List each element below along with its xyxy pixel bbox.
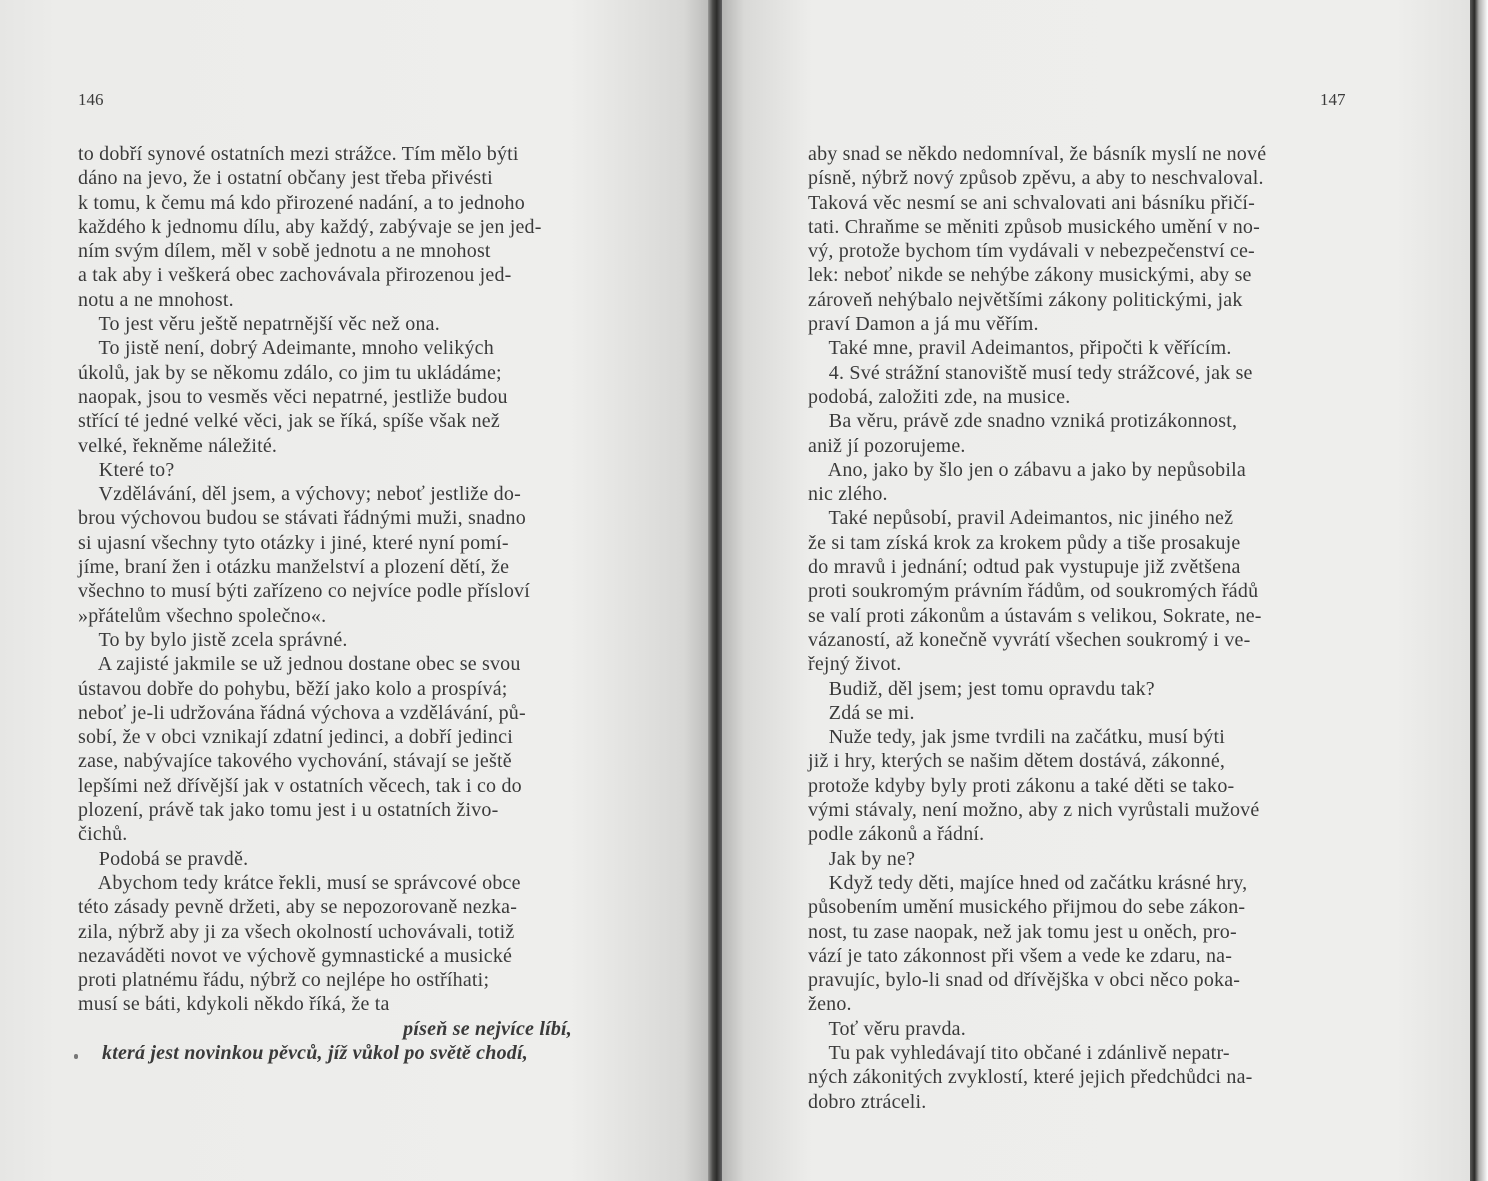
- text-line: 4. Své strážní stanoviště musí tedy strážcové, jak se: [808, 361, 1253, 384]
- text-line: lepšími než dřívější jak v ostatních věcech, tak i co do: [78, 774, 522, 797]
- text-line: Podobá se pravdě.: [78, 847, 249, 870]
- text-line: vými stávaly, není možno, aby z nich vyrůstali mužové: [808, 799, 1260, 822]
- text-line: vázaností, až konečně vyvrátí všechen soukromý i ve-: [808, 628, 1251, 651]
- text-line: zase, nabývajíce takového vychování, stávají se ještě: [78, 750, 512, 773]
- text-line: nic zlého.: [808, 483, 888, 506]
- text-line: Jak by ne?: [808, 847, 916, 870]
- text-line: písně, nýbrž nový způsob zpěvu, a aby to neschvaloval.: [808, 167, 1264, 190]
- text-line: ných zákonitých zvyklostí, které jejich předchůdci na-: [808, 1066, 1253, 1089]
- text-line: úkolů, jak by se někomu zdálo, co jim tu ukládáme;: [78, 361, 502, 384]
- speck-mark: [74, 1054, 78, 1059]
- right-page: [722, 0, 1470, 1181]
- text-line: musí se báti, kdykoli někdo říká, že ta: [78, 993, 390, 1016]
- text-line: ústavou dobře do pohybu, běží jako kolo a prospívá;: [78, 677, 508, 700]
- text-line: vý, protože bychom tím vydávali v nebezpečenství ce-: [808, 240, 1255, 263]
- text-line: ním svým dílem, měl v sobě jednotu a ne mnohost: [78, 240, 491, 263]
- text-line: Tu pak vyhledávají tito občané i zdánlivě nepatr-: [808, 1041, 1230, 1064]
- text-line: nezaváděti novot ve výchově gymnastické a musické: [78, 944, 513, 967]
- text-line: Také mne, pravil Adeimantos, připočti k věřícím.: [808, 337, 1232, 360]
- text-line: pravujíc, bylo-li snad od dřívějška v obci něco poka-: [808, 969, 1241, 992]
- text-line: se valí proti zákonům a ústavám s velikou, Sokrate, ne-: [808, 604, 1262, 627]
- text-line: Zdá se mi.: [808, 701, 915, 724]
- text-line: působením umění musického přijmou do sebe zákon-: [808, 896, 1246, 919]
- text-line: praví Damon a já mu věřím.: [808, 313, 1039, 336]
- text-line: A zajisté jakmile se už jednou dostane obec se svou: [78, 653, 521, 676]
- verse-line: která jest novinkou pěvců, jíž vůkol po světě chodí,: [102, 1041, 528, 1064]
- text-line: dáno na jevo, že i ostatní občany jest třeba přivésti: [78, 167, 493, 190]
- text-line: Ba věru, právě zde snadno vzniká protizákonnost,: [808, 410, 1238, 433]
- text-line: proti platnému řádu, nýbrž co nejlépe ho ostříhati;: [78, 969, 490, 992]
- text-line: aniž jí pozorujeme.: [808, 434, 966, 457]
- text-line: notu a ne mnohost.: [78, 288, 234, 311]
- right-page-text: [808, 142, 1348, 1114]
- text-line: »přátelům všechno společno«.: [78, 604, 327, 627]
- text-line: lek: neboť nikde se nehýbe zákony musickými, aby se: [808, 264, 1252, 287]
- text-line: podobá, založiti zde, na musice.: [808, 385, 1071, 408]
- text-line: Abychom tedy krátce řekli, musí se správcové obce: [78, 871, 521, 894]
- text-line: Které to?: [78, 458, 175, 481]
- text-line: Vzdělávání, děl jsem, a výchovy; neboť jestliže do-: [78, 483, 521, 506]
- text-line: zila, nýbrž aby ji za všech okolností uchovávali, totiž: [78, 920, 515, 943]
- text-line: Když tedy děti, majíce hned od začátku krásné hry,: [808, 871, 1248, 894]
- text-line: Také nepůsobí, pravil Adeimantos, nic jiného než: [808, 507, 1234, 530]
- text-line: Taková věc nesmí se ani schvalovati ani básníku přičí-: [808, 191, 1256, 214]
- book-edge: [1470, 0, 1488, 1181]
- text-line: této zásady pevně držeti, aby se nepozorovaně nezka-: [78, 896, 518, 919]
- text-line: aby snad se někdo nedomníval, že básník myslí ne nové: [808, 143, 1267, 165]
- text-line: do mravů i jednání; odtud pak vystupuje již zvětšena: [808, 556, 1241, 579]
- text-line: a tak aby i veškerá obec zachovávala přirozenou jed-: [78, 264, 512, 287]
- text-line: Nuže tedy, jak jsme tvrdili na začátku, musí býti: [808, 726, 1225, 749]
- text-line: zároveň nehýbalo největšími zákony politickými, jak: [808, 288, 1243, 311]
- text-line: podle zákonů a řádní.: [808, 823, 985, 846]
- text-line: si ujasní všechny tyto otázky i jiné, které nyní pomí-: [78, 531, 509, 554]
- verse-line: píseň se nejvíce líbí,: [403, 1017, 572, 1040]
- text-line: velké, řekněme náležité.: [78, 434, 278, 457]
- text-line: vází je tato zákonnost při všem a vede ke zdaru, na-: [808, 944, 1233, 967]
- page-number-right: 147: [1320, 90, 1346, 109]
- text-line: sobí, že v obci vznikají zdatní jedinci, a dobří jedinci: [78, 726, 513, 749]
- text-line: brou výchovou budou se stávati řádnými muži, snadno: [78, 507, 526, 530]
- text-line: všechno to musí býti zařízeno co nejvíce podle přísloví: [78, 580, 530, 603]
- text-line: ženo.: [808, 993, 852, 1016]
- page-number-left: 146: [78, 90, 104, 109]
- text-line: protože kdyby byly proti zákonu a také děti se tako-: [808, 774, 1235, 797]
- text-line: Ano, jako by šlo jen o zábavu a jako by nepůsobila: [808, 458, 1246, 481]
- text-line: Toť věru pravda.: [808, 1017, 966, 1040]
- text-line: proti soukromým právním řádům, od soukromých řádů: [808, 580, 1259, 603]
- text-line: To by bylo jistě zcela správné.: [78, 628, 348, 651]
- left-page: [0, 0, 712, 1181]
- text-line: naopak, jsou to vesměs věci nepatrné, jestliže budou: [78, 385, 508, 408]
- text-line: nost, tu zase naopak, než jak tomu jest u oněch, pro-: [808, 920, 1237, 943]
- text-line: že si tam získá krok za krokem půdy a tiše prosakuje: [808, 531, 1241, 554]
- text-line: plození, právě tak jako tomu jest i u ostatních živo-: [78, 799, 499, 822]
- text-line: To jest věru ještě nepatrnější věc než ona.: [78, 313, 440, 336]
- text-line: k tomu, k čemu má kdo přirozené nadání, a to jednoho: [78, 191, 525, 214]
- text-line: řejný život.: [808, 653, 902, 676]
- text-line: To jistě není, dobrý Adeimante, mnoho velikých: [78, 337, 494, 360]
- text-line: již i hry, kterých se našim dětem dostává, zákonné,: [808, 750, 1226, 773]
- text-line: jíme, braní žen i otázku manželství a plození dětí, že: [78, 556, 510, 579]
- left-page-text: [78, 142, 620, 1065]
- text-line: tati. Chraňme se měniti způsob musického umění v no-: [808, 215, 1260, 238]
- text-line: čichů.: [78, 823, 128, 846]
- text-line: to dobří synové ostatních mezi strážce. Tím mělo býti: [78, 143, 519, 165]
- text-line: střící té jedné velké věci, jak se říká, spíše však než: [78, 410, 500, 433]
- text-line: každého k jednomu dílu, aby každý, zabývaje se jen jed-: [78, 215, 542, 238]
- text-line: dobro ztráceli.: [808, 1090, 927, 1113]
- text-line: Budiž, děl jsem; jest tomu opravdu tak?: [808, 677, 1155, 700]
- text-line: neboť je-li udržována řádná výchova a vzdělávání, pů-: [78, 701, 526, 724]
